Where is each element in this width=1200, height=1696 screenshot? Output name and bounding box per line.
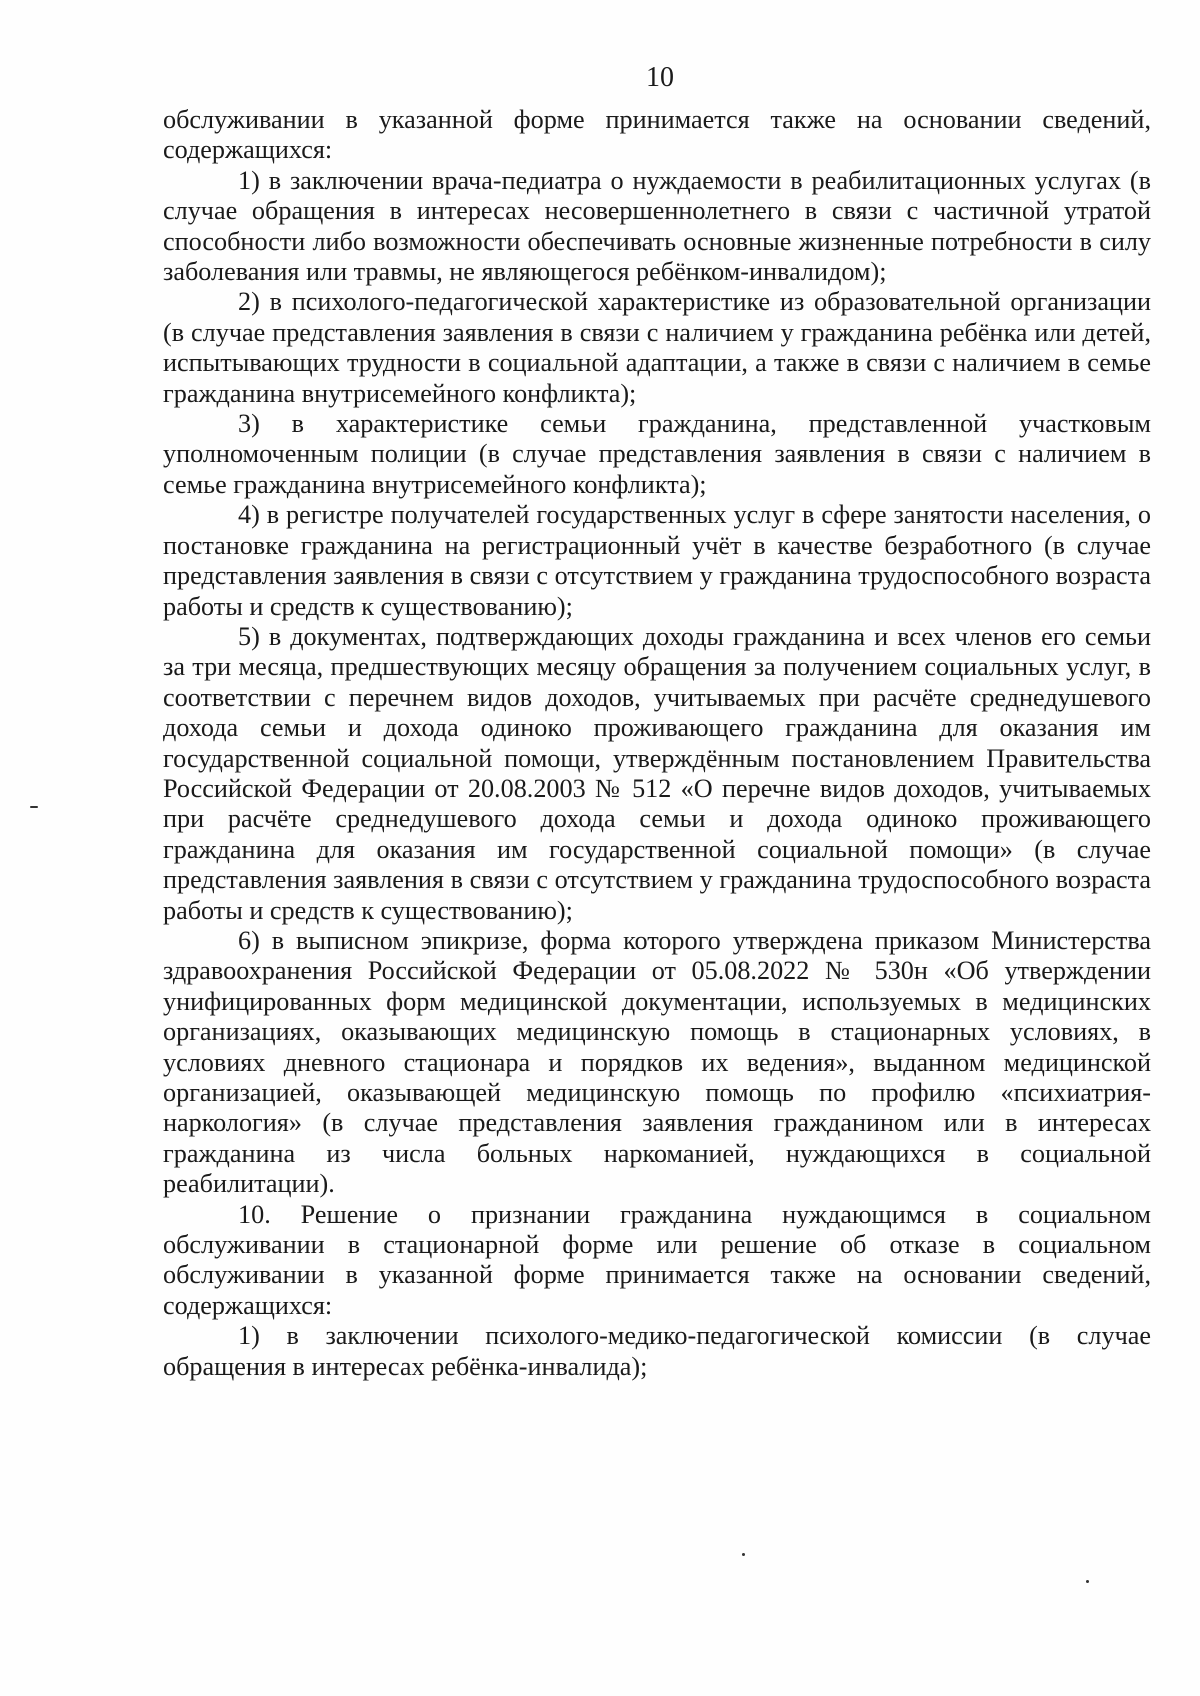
scan-mark — [742, 1553, 745, 1556]
paragraph-item-2-psych-pedagogical: 2) в психолого-педагогической характеристике из образовательной организации (в случае представления заявления в связи с наличием у гражданина ребёнка или детей, испытывающих трудности в социальной адаптации, а также в связи с наличием в семье гражданина внутрисемейного конфликта); — [163, 287, 1151, 408]
scan-mark — [30, 806, 38, 808]
paragraph-section-10: 10. Решение о признании гражданина нуждающимся в социальном обслуживании в стационарной форме или решение об отказе в социальном обслуживании в указанной форме принимается также на основании сведений, содержащихся: — [163, 1199, 1151, 1320]
paragraph-item-5-income-documents: 5) в документах, подтверждающих доходы гражданина и всех членов его семьи за три месяца, предшествующих месяцу обращения за получением социальных услуг, в соответствии с перечнем видов доходов, учитываемых при расчёте среднедушевого дохода семьи и дохода одиноко проживающего гражданина для оказания им государственной социальной помощи, утверждённым постановлением Правительства Российской Федерации от 20.08.2003 № 512 «О перечне видов доходов, учитываемых при расчёте среднедушевого дохода семьи и дохода одиноко проживающего гражданина для оказания им государственной социальной помощи» (в случае представления заявления в связи с отсутствием у гражданина трудоспособного возраста работы и средств к существованию); — [163, 621, 1151, 925]
paragraph-item-1-pediatrician: 1) в заключении врача-педиатра о нуждаемости в реабилитационных услугах (в случае обращения в интересах несовершеннолетнего в связи с частичной утратой способности либо возможности обеспечивать основные жизненные потребности в силу заболевания или травмы, не являющегося ребёнком-инвалидом); — [163, 165, 1151, 287]
paragraph-section-10-item-1: 1) в заключении психолого-медико-педагогической комиссии (в случае обращения в интересах ребёнка-инвалида); — [163, 1321, 1151, 1381]
paragraph-item-3-family-characteristic: 3) в характеристике семьи гражданина, представленной участковым уполномоченным полиции (в случае представления заявления в связи с наличием в семье гражданина внутрисемейного конфликта); — [163, 409, 1151, 499]
paragraph-item-4-employment-register: 4) в регистре получателей государственных услуг в сфере занятости населения, о постановке гражданина на регистрационный учёт в качестве безработного (в случае представления заявления в связи с отсутствием у гражданина трудоспособного возраста работы и средств к существованию); — [163, 500, 1151, 621]
document-body — [163, 105, 1151, 1382]
scan-mark — [1086, 1580, 1089, 1583]
paragraph-item-6-discharge-summary: 6) в выписном эпикризе, форма которого утверждена приказом Министерства здравоохранения Российской Федерации от 05.08.2022 № 530н «Об утверждении унифицированных форм медицинской документации, используемых в медицинских организациях, оказывающих медицинскую помощь в стационарных условиях, в условиях дневного стационара и порядков их ведения», выданном медицинской организацией, оказывающей медицинскую помощь по профилю «психиатрия-наркология» (в случае представления заявления гражданином или в интересах гражданина из числа больных наркоманией, нуждающихся в социальной реабилитации). — [163, 925, 1151, 1199]
paragraph-intro: обслуживании в указанной форме принимается также на основании сведений, содержащихся: — [163, 105, 1151, 165]
page-number: 10 — [646, 62, 674, 93]
